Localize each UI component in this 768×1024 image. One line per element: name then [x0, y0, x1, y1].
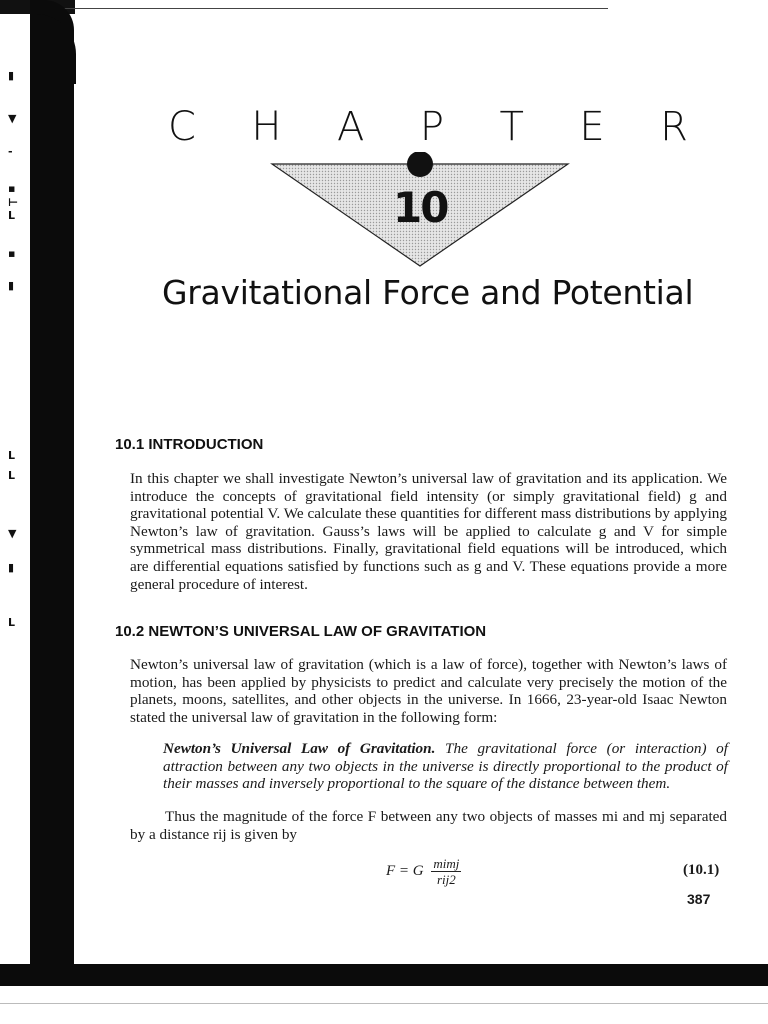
equation-fraction	[431, 856, 461, 887]
chapter-word	[168, 104, 688, 150]
law-statement	[163, 740, 728, 793]
chapter-letter: E	[579, 104, 605, 150]
equation-10-1	[386, 856, 461, 887]
equation-number: (10.1)	[683, 862, 720, 878]
top-rule	[60, 8, 608, 9]
equation-intro-paragraph: Thus the magnitude of the force F between any two objects of masses mi and mj separated by a distance rij is given by	[130, 808, 727, 843]
chapter-letter: T	[499, 104, 524, 150]
chapter-number: 10	[393, 183, 448, 232]
equation-denominator: rij2	[436, 872, 456, 887]
law-name: Newton’s Universal Law of Gravitation.	[163, 740, 436, 757]
chapter-letter: C	[168, 104, 196, 150]
chapter-letter: H	[251, 104, 282, 150]
equation-lhs: F = G	[386, 862, 424, 879]
scan-bottom-rule	[0, 1003, 768, 1004]
chapter-title: Gravitational Force and Potential	[162, 273, 694, 312]
scan-edge-bottom	[0, 964, 768, 986]
section-heading-newton-law: 10.2 NEWTON’S UNIVERSAL LAW OF GRAVITATION	[115, 623, 487, 640]
page-number: 387	[687, 891, 711, 907]
newton-law-paragraph: Newton’s universal law of gravitation (which is a law of force), together with Newton’s laws of motion, has been applied by physicists to predict and calculate very precisely the motion of the planets, moons, satellites, and other objects in the universe. In 1666, 23-year-old Isaac Newton stated the universal law of gravitation in the following form:	[130, 656, 727, 726]
chapter-letter: R	[660, 104, 688, 150]
chapter-letter: P	[419, 104, 444, 150]
scan-margin-marks: ▮ ▼ - ▪ ⊢ L ▪ ▮ L L ▼ ▮ L	[8, 69, 19, 629]
law-text: The gravitational force (or interaction) of attraction between any two objects in the universe is directly proportional to the product of their masses and inversely proportional to the square of the distance between them.	[163, 740, 728, 793]
introduction-paragraph: In this chapter we shall investigate Newton’s universal law of gravitation and its application. We introduce the concepts of gravitational field intensity (or simply gravitational field) g and gravitational potential V. We calculate these quantities for different mass distributions by applying Newton’s law of gravitation. Gauss’s laws will be applied to calculate g and V for simple symmetrical mass distributions. Finally, gravitational field equations will be introduced, which are differential equations satisfied by functions such as g and V. These equations provide a more general procedure of interest.	[130, 470, 727, 593]
scan-binding-shadow	[30, 0, 74, 975]
equation-numerator: mimj	[433, 856, 460, 871]
chapter-letter: A	[336, 104, 365, 150]
section-heading-introduction: 10.1 INTRODUCTION	[115, 436, 264, 453]
